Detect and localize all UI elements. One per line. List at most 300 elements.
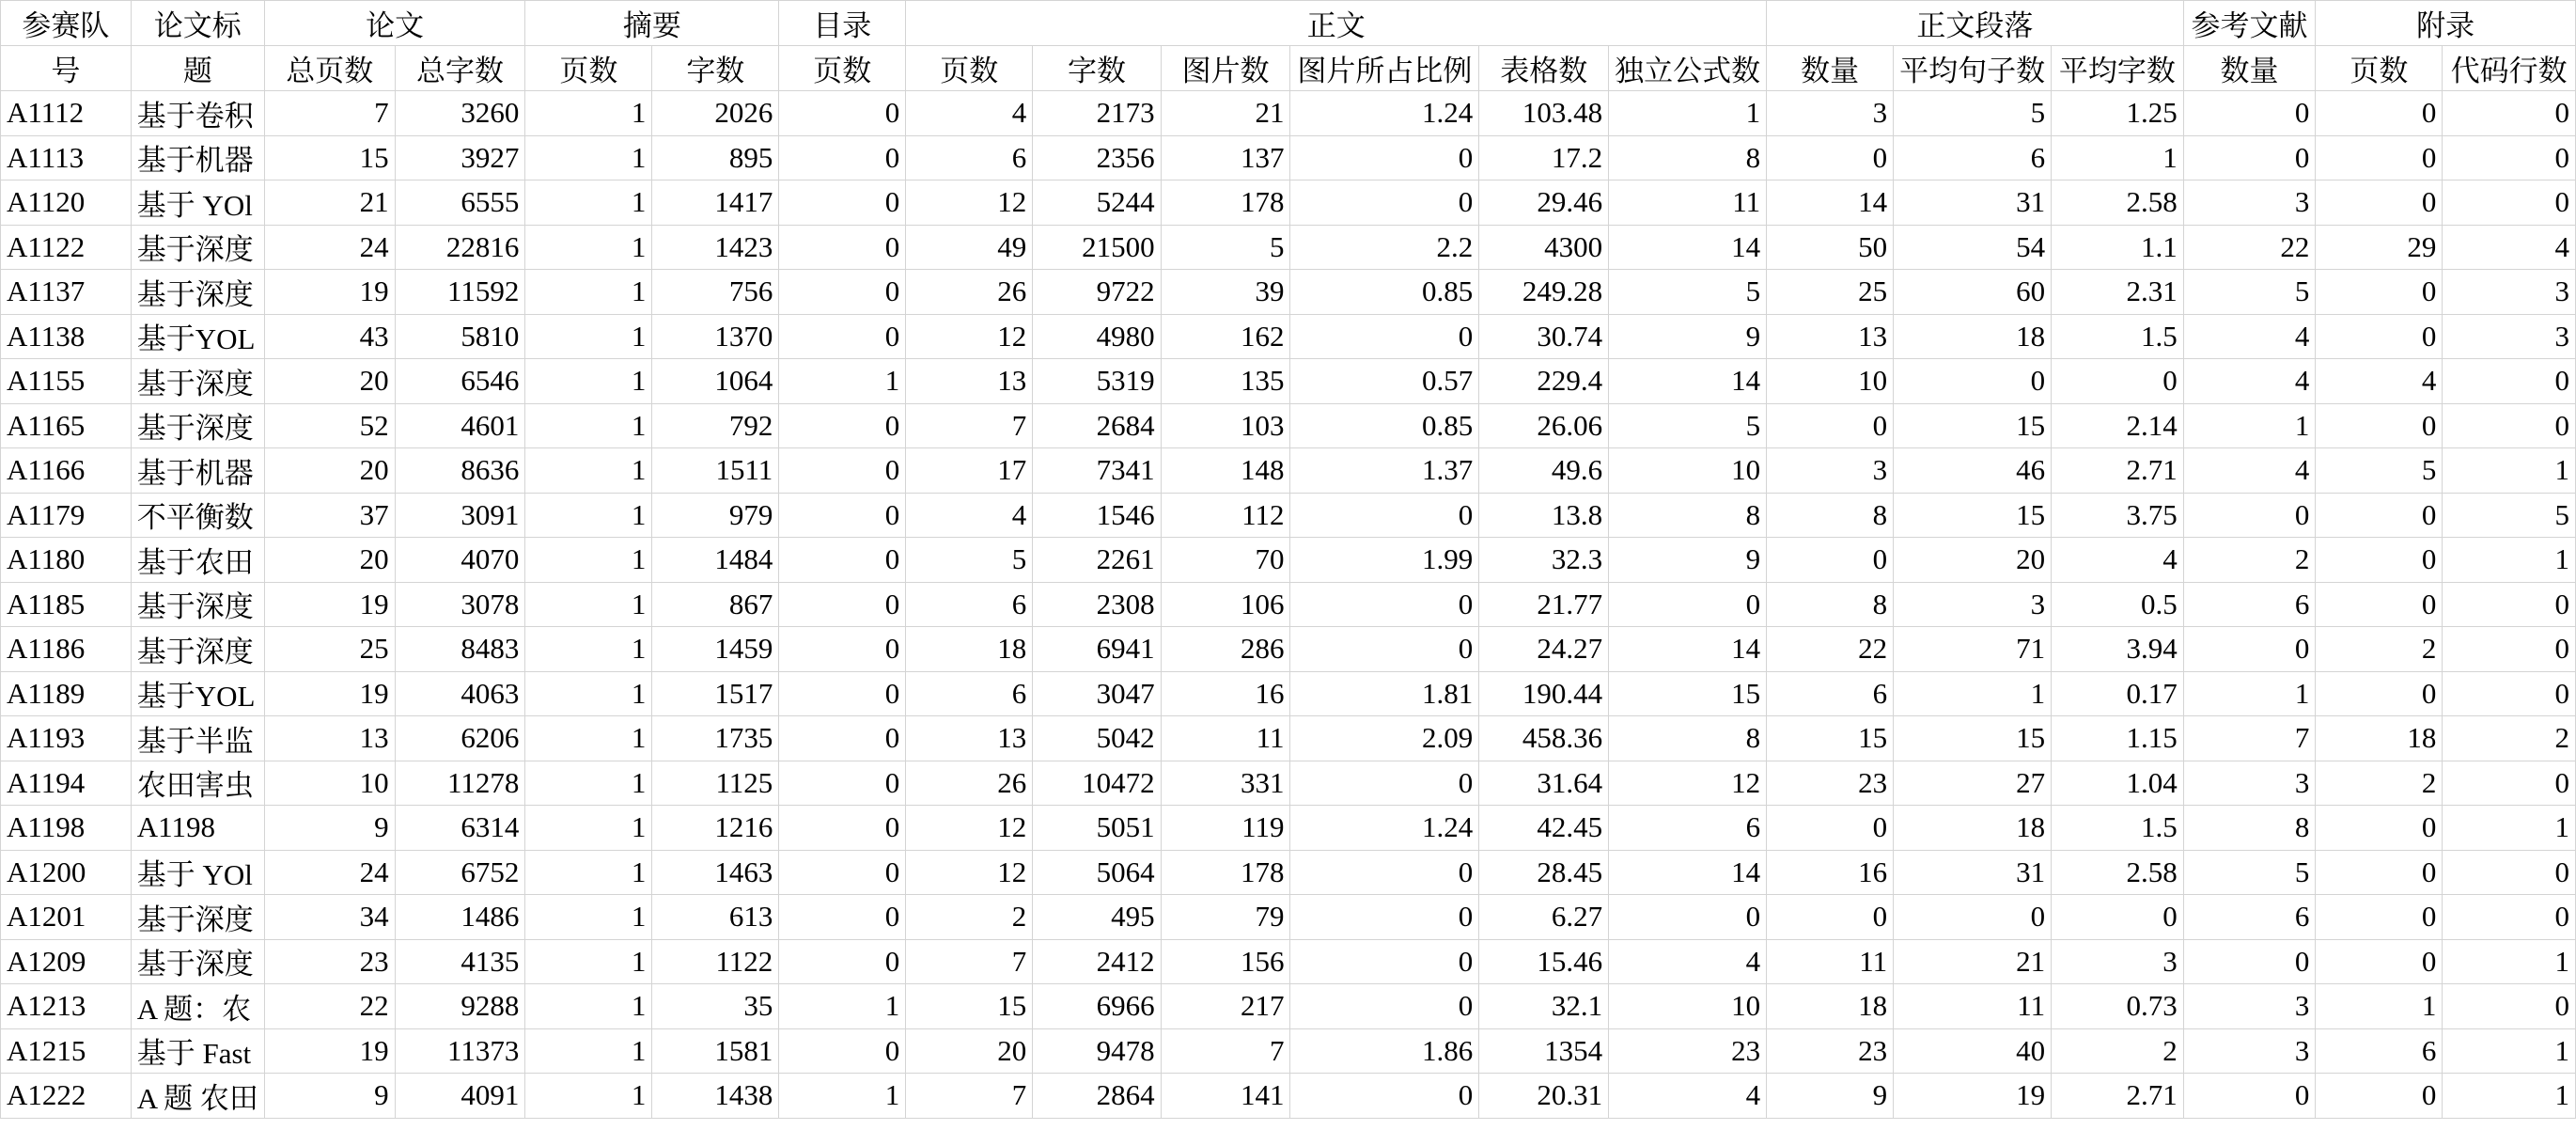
header-abstract-chars[interactable]: 字数 — [652, 46, 779, 91]
cell-appendix-code-lines[interactable]: 0 — [2443, 761, 2576, 806]
cell-team-id[interactable]: A1165 — [1, 403, 132, 448]
cell-team-id[interactable]: A1222 — [1, 1074, 132, 1119]
cell-paragraph-count[interactable]: 16 — [1767, 850, 1894, 895]
cell-body-formulas[interactable]: 8 — [1609, 493, 1767, 538]
cell-abstract-pages[interactable]: 1 — [525, 939, 652, 984]
cell-body-image-ratio[interactable]: 0 — [1290, 939, 1479, 984]
header-body-pages[interactable]: 页数 — [906, 46, 1033, 91]
cell-body-image-ratio[interactable]: 1.99 — [1290, 538, 1479, 583]
cell-total-pages[interactable]: 9 — [264, 1074, 395, 1119]
cell-body-formulas[interactable]: 6 — [1609, 806, 1767, 851]
cell-body-chars[interactable]: 2261 — [1033, 538, 1161, 583]
cell-body-formulas[interactable]: 8 — [1609, 716, 1767, 761]
cell-paper-title[interactable]: A 题 农田 — [131, 1074, 264, 1119]
cell-reference-count[interactable]: 5 — [2183, 850, 2316, 895]
cell-body-image-ratio[interactable]: 0 — [1290, 761, 1479, 806]
cell-paper-title[interactable]: 基于深度 — [131, 225, 264, 270]
header-paragraph-avg-sentences[interactable]: 平均句子数 — [1894, 46, 2052, 91]
cell-abstract-pages[interactable]: 1 — [525, 135, 652, 180]
cell-paper-title[interactable]: 基于 YOl — [131, 850, 264, 895]
cell-paragraph-avg-chars[interactable]: 2.58 — [2052, 180, 2184, 226]
cell-total-chars[interactable]: 22816 — [395, 225, 525, 270]
cell-body-tables[interactable]: 49.6 — [1479, 448, 1609, 494]
cell-appendix-pages[interactable]: 2 — [2316, 761, 2443, 806]
cell-appendix-code-lines[interactable]: 0 — [2443, 91, 2576, 136]
cell-team-id[interactable]: A1185 — [1, 582, 132, 627]
cell-paragraph-count[interactable]: 0 — [1767, 806, 1894, 851]
header-group-toc[interactable]: 目录 — [779, 1, 906, 46]
cell-paper-title[interactable]: 基于深度 — [131, 270, 264, 315]
cell-body-image-ratio[interactable]: 0 — [1290, 135, 1479, 180]
cell-body-images[interactable]: 135 — [1161, 359, 1290, 404]
header-team-id[interactable]: 参赛队 — [1, 1, 132, 46]
cell-body-formulas[interactable]: 4 — [1609, 1074, 1767, 1119]
cell-reference-count[interactable]: 22 — [2183, 225, 2316, 270]
cell-reference-count[interactable]: 0 — [2183, 939, 2316, 984]
cell-abstract-chars[interactable]: 1511 — [652, 448, 779, 494]
cell-abstract-chars[interactable]: 1370 — [652, 314, 779, 359]
cell-paragraph-count[interactable]: 8 — [1767, 582, 1894, 627]
cell-body-chars[interactable]: 6941 — [1033, 627, 1161, 672]
cell-toc-pages[interactable]: 0 — [779, 939, 906, 984]
cell-reference-count[interactable]: 4 — [2183, 359, 2316, 404]
cell-body-tables[interactable]: 21.77 — [1479, 582, 1609, 627]
cell-paper-title[interactable]: 基于深度 — [131, 939, 264, 984]
cell-body-pages[interactable]: 26 — [906, 761, 1033, 806]
cell-abstract-chars[interactable]: 1438 — [652, 1074, 779, 1119]
cell-body-tables[interactable]: 13.8 — [1479, 493, 1609, 538]
cell-abstract-pages[interactable]: 1 — [525, 270, 652, 315]
cell-appendix-code-lines[interactable]: 0 — [2443, 984, 2576, 1029]
cell-abstract-pages[interactable]: 1 — [525, 1028, 652, 1074]
cell-body-images[interactable]: 141 — [1161, 1074, 1290, 1119]
cell-body-pages[interactable]: 2 — [906, 895, 1033, 940]
header-body-formulas[interactable]: 独立公式数 — [1609, 46, 1767, 91]
header-reference-count[interactable]: 数量 — [2183, 46, 2316, 91]
cell-body-formulas[interactable]: 9 — [1609, 314, 1767, 359]
cell-body-chars[interactable]: 2173 — [1033, 91, 1161, 136]
cell-body-image-ratio[interactable]: 0 — [1290, 850, 1479, 895]
cell-toc-pages[interactable]: 1 — [779, 359, 906, 404]
cell-appendix-code-lines[interactable]: 1 — [2443, 1074, 2576, 1119]
cell-paragraph-avg-chars[interactable]: 1.25 — [2052, 91, 2184, 136]
cell-appendix-pages[interactable]: 0 — [2316, 582, 2443, 627]
cell-total-chars[interactable]: 11592 — [395, 270, 525, 315]
cell-total-chars[interactable]: 8636 — [395, 448, 525, 494]
cell-toc-pages[interactable]: 0 — [779, 538, 906, 583]
cell-paragraph-avg-chars[interactable]: 0.5 — [2052, 582, 2184, 627]
cell-total-chars[interactable]: 3091 — [395, 493, 525, 538]
cell-paragraph-count[interactable]: 23 — [1767, 761, 1894, 806]
cell-team-id[interactable]: A1215 — [1, 1028, 132, 1074]
cell-body-image-ratio[interactable]: 0 — [1290, 627, 1479, 672]
cell-body-image-ratio[interactable]: 1.24 — [1290, 806, 1479, 851]
cell-reference-count[interactable]: 5 — [2183, 270, 2316, 315]
cell-total-pages[interactable]: 24 — [264, 225, 395, 270]
cell-paragraph-avg-sentences[interactable]: 20 — [1894, 538, 2052, 583]
cell-body-image-ratio[interactable]: 0 — [1290, 984, 1479, 1029]
cell-paragraph-avg-sentences[interactable]: 0 — [1894, 895, 2052, 940]
cell-paper-title[interactable]: 基于深度 — [131, 627, 264, 672]
header-appendix-pages[interactable]: 页数 — [2316, 46, 2443, 91]
cell-body-image-ratio[interactable]: 0 — [1290, 493, 1479, 538]
cell-paper-title[interactable]: 基于半监 — [131, 716, 264, 761]
cell-paper-title[interactable]: 基于 Fast — [131, 1028, 264, 1074]
cell-reference-count[interactable]: 3 — [2183, 761, 2316, 806]
cell-appendix-pages[interactable]: 29 — [2316, 225, 2443, 270]
cell-total-pages[interactable]: 19 — [264, 270, 395, 315]
cell-body-image-ratio[interactable]: 1.86 — [1290, 1028, 1479, 1074]
cell-body-pages[interactable]: 7 — [906, 939, 1033, 984]
cell-body-image-ratio[interactable]: 0.85 — [1290, 270, 1479, 315]
cell-body-pages[interactable]: 6 — [906, 582, 1033, 627]
cell-body-chars[interactable]: 2412 — [1033, 939, 1161, 984]
cell-paragraph-avg-sentences[interactable]: 15 — [1894, 716, 2052, 761]
cell-paragraph-avg-chars[interactable]: 1.5 — [2052, 314, 2184, 359]
cell-body-image-ratio[interactable]: 1.37 — [1290, 448, 1479, 494]
header-body-image-ratio[interactable]: 图片所占比例 — [1290, 46, 1479, 91]
cell-appendix-pages[interactable]: 0 — [2316, 538, 2443, 583]
cell-body-pages[interactable]: 26 — [906, 270, 1033, 315]
cell-total-chars[interactable]: 9288 — [395, 984, 525, 1029]
cell-paragraph-count[interactable]: 18 — [1767, 984, 1894, 1029]
cell-team-id[interactable]: A1198 — [1, 806, 132, 851]
header-group-body[interactable]: 正文 — [906, 1, 1767, 46]
cell-total-pages[interactable]: 7 — [264, 91, 395, 136]
cell-body-formulas[interactable]: 10 — [1609, 984, 1767, 1029]
cell-reference-count[interactable]: 0 — [2183, 135, 2316, 180]
cell-body-formulas[interactable]: 9 — [1609, 538, 1767, 583]
cell-paper-title[interactable]: 基于深度 — [131, 582, 264, 627]
cell-reference-count[interactable]: 7 — [2183, 716, 2316, 761]
cell-appendix-pages[interactable]: 0 — [2316, 135, 2443, 180]
cell-paragraph-count[interactable]: 6 — [1767, 671, 1894, 716]
cell-body-tables[interactable]: 1354 — [1479, 1028, 1609, 1074]
cell-appendix-pages[interactable]: 0 — [2316, 939, 2443, 984]
cell-reference-count[interactable]: 0 — [2183, 493, 2316, 538]
cell-toc-pages[interactable]: 0 — [779, 895, 906, 940]
cell-team-id[interactable]: A1194 — [1, 761, 132, 806]
cell-body-images[interactable]: 70 — [1161, 538, 1290, 583]
cell-appendix-code-lines[interactable]: 1 — [2443, 806, 2576, 851]
cell-body-chars[interactable]: 5244 — [1033, 180, 1161, 226]
cell-total-pages[interactable]: 20 — [264, 359, 395, 404]
cell-team-id[interactable]: A1122 — [1, 225, 132, 270]
cell-appendix-code-lines[interactable]: 5 — [2443, 493, 2576, 538]
cell-body-images[interactable]: 217 — [1161, 984, 1290, 1029]
cell-abstract-pages[interactable]: 1 — [525, 895, 652, 940]
cell-appendix-code-lines[interactable]: 1 — [2443, 538, 2576, 583]
cell-paragraph-avg-sentences[interactable]: 18 — [1894, 806, 2052, 851]
cell-toc-pages[interactable]: 0 — [779, 582, 906, 627]
cell-body-images[interactable]: 11 — [1161, 716, 1290, 761]
cell-paragraph-avg-sentences[interactable]: 0 — [1894, 359, 2052, 404]
cell-paper-title[interactable]: A 题：农 — [131, 984, 264, 1029]
cell-team-id[interactable]: A1179 — [1, 493, 132, 538]
header-paragraph-count[interactable]: 数量 — [1767, 46, 1894, 91]
cell-body-images[interactable]: 7 — [1161, 1028, 1290, 1074]
cell-appendix-code-lines[interactable]: 0 — [2443, 135, 2576, 180]
cell-team-id[interactable]: A1120 — [1, 180, 132, 226]
cell-abstract-chars[interactable]: 867 — [652, 582, 779, 627]
cell-paragraph-avg-sentences[interactable]: 40 — [1894, 1028, 2052, 1074]
cell-paragraph-avg-sentences[interactable]: 5 — [1894, 91, 2052, 136]
header-body-tables[interactable]: 表格数 — [1479, 46, 1609, 91]
cell-paper-title[interactable]: A1198 — [131, 806, 264, 851]
cell-total-pages[interactable]: 19 — [264, 1028, 395, 1074]
cell-body-chars[interactable]: 495 — [1033, 895, 1161, 940]
cell-appendix-code-lines[interactable]: 0 — [2443, 850, 2576, 895]
cell-body-images[interactable]: 106 — [1161, 582, 1290, 627]
cell-appendix-pages[interactable]: 2 — [2316, 627, 2443, 672]
cell-paragraph-avg-sentences[interactable]: 3 — [1894, 582, 2052, 627]
cell-body-images[interactable]: 178 — [1161, 180, 1290, 226]
cell-body-tables[interactable]: 28.45 — [1479, 850, 1609, 895]
cell-toc-pages[interactable]: 0 — [779, 850, 906, 895]
cell-total-pages[interactable]: 15 — [264, 135, 395, 180]
cell-appendix-pages[interactable]: 0 — [2316, 806, 2443, 851]
header-group-references[interactable]: 参考文献 — [2183, 1, 2316, 46]
cell-paragraph-avg-chars[interactable]: 2.71 — [2052, 1074, 2184, 1119]
cell-body-formulas[interactable]: 12 — [1609, 761, 1767, 806]
cell-total-chars[interactable]: 1486 — [395, 895, 525, 940]
cell-body-formulas[interactable]: 0 — [1609, 582, 1767, 627]
header-group-paper[interactable]: 论文 — [264, 1, 524, 46]
cell-paragraph-avg-chars[interactable]: 0.17 — [2052, 671, 2184, 716]
cell-abstract-pages[interactable]: 1 — [525, 761, 652, 806]
cell-abstract-pages[interactable]: 1 — [525, 538, 652, 583]
cell-appendix-pages[interactable]: 0 — [2316, 314, 2443, 359]
cell-body-pages[interactable]: 49 — [906, 225, 1033, 270]
cell-body-formulas[interactable]: 10 — [1609, 448, 1767, 494]
cell-toc-pages[interactable]: 0 — [779, 761, 906, 806]
cell-toc-pages[interactable]: 0 — [779, 403, 906, 448]
cell-toc-pages[interactable]: 0 — [779, 314, 906, 359]
cell-paragraph-avg-chars[interactable]: 2.14 — [2052, 403, 2184, 448]
cell-team-id[interactable]: A1213 — [1, 984, 132, 1029]
cell-abstract-pages[interactable]: 1 — [525, 403, 652, 448]
cell-paragraph-count[interactable]: 9 — [1767, 1074, 1894, 1119]
cell-abstract-pages[interactable]: 1 — [525, 493, 652, 538]
cell-paragraph-avg-chars[interactable]: 2.71 — [2052, 448, 2184, 494]
cell-body-pages[interactable]: 12 — [906, 314, 1033, 359]
cell-total-chars[interactable]: 3927 — [395, 135, 525, 180]
cell-abstract-chars[interactable]: 792 — [652, 403, 779, 448]
cell-body-image-ratio[interactable]: 0 — [1290, 582, 1479, 627]
cell-total-chars[interactable]: 6546 — [395, 359, 525, 404]
cell-reference-count[interactable]: 2 — [2183, 538, 2316, 583]
cell-total-chars[interactable]: 6752 — [395, 850, 525, 895]
cell-total-pages[interactable]: 23 — [264, 939, 395, 984]
cell-body-chars[interactable]: 5319 — [1033, 359, 1161, 404]
cell-body-images[interactable]: 286 — [1161, 627, 1290, 672]
cell-body-tables[interactable]: 249.28 — [1479, 270, 1609, 315]
cell-body-chars[interactable]: 3047 — [1033, 671, 1161, 716]
cell-abstract-chars[interactable]: 2026 — [652, 91, 779, 136]
cell-paragraph-count[interactable]: 3 — [1767, 91, 1894, 136]
cell-total-pages[interactable]: 19 — [264, 582, 395, 627]
cell-team-id[interactable]: A1137 — [1, 270, 132, 315]
header-paragraph-avg-chars[interactable]: 平均字数 — [2052, 46, 2184, 91]
cell-body-image-ratio[interactable]: 1.24 — [1290, 91, 1479, 136]
cell-total-chars[interactable]: 6555 — [395, 180, 525, 226]
cell-body-chars[interactable]: 4980 — [1033, 314, 1161, 359]
cell-body-formulas[interactable]: 11 — [1609, 180, 1767, 226]
cell-paragraph-avg-chars[interactable]: 1.15 — [2052, 716, 2184, 761]
cell-reference-count[interactable]: 8 — [2183, 806, 2316, 851]
cell-body-chars[interactable]: 6966 — [1033, 984, 1161, 1029]
cell-paragraph-count[interactable]: 0 — [1767, 135, 1894, 180]
cell-paper-title[interactable]: 基于深度 — [131, 359, 264, 404]
cell-abstract-chars[interactable]: 613 — [652, 895, 779, 940]
cell-appendix-code-lines[interactable]: 0 — [2443, 582, 2576, 627]
cell-total-pages[interactable]: 34 — [264, 895, 395, 940]
cell-paragraph-count[interactable]: 15 — [1767, 716, 1894, 761]
cell-paragraph-count[interactable]: 3 — [1767, 448, 1894, 494]
cell-body-tables[interactable]: 31.64 — [1479, 761, 1609, 806]
cell-abstract-pages[interactable]: 1 — [525, 448, 652, 494]
cell-body-tables[interactable]: 32.1 — [1479, 984, 1609, 1029]
cell-body-images[interactable]: 5 — [1161, 225, 1290, 270]
cell-abstract-pages[interactable]: 1 — [525, 627, 652, 672]
cell-abstract-pages[interactable]: 1 — [525, 314, 652, 359]
cell-body-pages[interactable]: 13 — [906, 716, 1033, 761]
cell-body-tables[interactable]: 4300 — [1479, 225, 1609, 270]
cell-total-pages[interactable]: 43 — [264, 314, 395, 359]
cell-body-pages[interactable]: 12 — [906, 850, 1033, 895]
cell-abstract-chars[interactable]: 35 — [652, 984, 779, 1029]
cell-total-pages[interactable]: 10 — [264, 761, 395, 806]
cell-appendix-code-lines[interactable]: 1 — [2443, 1028, 2576, 1074]
header-paper-title-cont[interactable]: 题 — [131, 46, 264, 91]
cell-toc-pages[interactable]: 0 — [779, 716, 906, 761]
cell-body-image-ratio[interactable]: 0.85 — [1290, 403, 1479, 448]
cell-toc-pages[interactable]: 0 — [779, 448, 906, 494]
cell-paragraph-avg-chars[interactable]: 0 — [2052, 359, 2184, 404]
cell-total-pages[interactable]: 52 — [264, 403, 395, 448]
cell-team-id[interactable]: A1186 — [1, 627, 132, 672]
cell-total-chars[interactable]: 4601 — [395, 403, 525, 448]
cell-paragraph-avg-chars[interactable]: 3.94 — [2052, 627, 2184, 672]
header-body-chars[interactable]: 字数 — [1033, 46, 1161, 91]
cell-paragraph-avg-sentences[interactable]: 21 — [1894, 939, 2052, 984]
cell-body-pages[interactable]: 7 — [906, 1074, 1033, 1119]
cell-body-images[interactable]: 156 — [1161, 939, 1290, 984]
cell-appendix-code-lines[interactable]: 3 — [2443, 314, 2576, 359]
cell-paragraph-avg-sentences[interactable]: 31 — [1894, 850, 2052, 895]
cell-toc-pages[interactable]: 0 — [779, 135, 906, 180]
cell-reference-count[interactable]: 6 — [2183, 895, 2316, 940]
cell-body-images[interactable]: 162 — [1161, 314, 1290, 359]
header-paper-total-pages[interactable]: 总页数 — [264, 46, 395, 91]
cell-body-chars[interactable]: 5042 — [1033, 716, 1161, 761]
cell-abstract-chars[interactable]: 1484 — [652, 538, 779, 583]
cell-abstract-pages[interactable]: 1 — [525, 806, 652, 851]
cell-body-tables[interactable]: 29.46 — [1479, 180, 1609, 226]
cell-appendix-pages[interactable]: 5 — [2316, 448, 2443, 494]
cell-appendix-code-lines[interactable]: 3 — [2443, 270, 2576, 315]
header-paper-title[interactable]: 论文标 — [131, 1, 264, 46]
cell-abstract-chars[interactable]: 895 — [652, 135, 779, 180]
cell-body-pages[interactable]: 4 — [906, 493, 1033, 538]
header-body-images[interactable]: 图片数 — [1161, 46, 1290, 91]
header-group-paragraphs[interactable]: 正文段落 — [1767, 1, 2184, 46]
cell-paragraph-avg-chars[interactable]: 0.73 — [2052, 984, 2184, 1029]
cell-appendix-pages[interactable]: 0 — [2316, 270, 2443, 315]
cell-body-images[interactable]: 331 — [1161, 761, 1290, 806]
cell-body-pages[interactable]: 4 — [906, 91, 1033, 136]
cell-paragraph-avg-chars[interactable]: 4 — [2052, 538, 2184, 583]
cell-body-chars[interactable]: 5064 — [1033, 850, 1161, 895]
cell-body-tables[interactable]: 229.4 — [1479, 359, 1609, 404]
cell-body-images[interactable]: 148 — [1161, 448, 1290, 494]
cell-abstract-chars[interactable]: 756 — [652, 270, 779, 315]
cell-body-formulas[interactable]: 1 — [1609, 91, 1767, 136]
cell-reference-count[interactable]: 1 — [2183, 671, 2316, 716]
cell-paper-title[interactable]: 基于机器 — [131, 448, 264, 494]
cell-total-pages[interactable]: 9 — [264, 806, 395, 851]
cell-body-image-ratio[interactable]: 2.09 — [1290, 716, 1479, 761]
cell-total-chars[interactable]: 4091 — [395, 1074, 525, 1119]
cell-abstract-chars[interactable]: 1735 — [652, 716, 779, 761]
cell-body-tables[interactable]: 17.2 — [1479, 135, 1609, 180]
cell-toc-pages[interactable]: 1 — [779, 1074, 906, 1119]
cell-abstract-pages[interactable]: 1 — [525, 716, 652, 761]
cell-paragraph-count[interactable]: 25 — [1767, 270, 1894, 315]
cell-paragraph-count[interactable]: 13 — [1767, 314, 1894, 359]
cell-paragraph-avg-chars[interactable]: 3 — [2052, 939, 2184, 984]
cell-appendix-code-lines[interactable]: 0 — [2443, 895, 2576, 940]
cell-toc-pages[interactable]: 0 — [779, 270, 906, 315]
cell-team-id[interactable]: A1193 — [1, 716, 132, 761]
cell-body-pages[interactable]: 6 — [906, 135, 1033, 180]
cell-paragraph-avg-chars[interactable]: 2 — [2052, 1028, 2184, 1074]
cell-body-formulas[interactable]: 14 — [1609, 627, 1767, 672]
cell-abstract-chars[interactable]: 1122 — [652, 939, 779, 984]
cell-abstract-chars[interactable]: 1581 — [652, 1028, 779, 1074]
cell-abstract-pages[interactable]: 1 — [525, 671, 652, 716]
cell-body-tables[interactable]: 190.44 — [1479, 671, 1609, 716]
cell-body-tables[interactable]: 6.27 — [1479, 895, 1609, 940]
cell-abstract-pages[interactable]: 1 — [525, 225, 652, 270]
cell-body-pages[interactable]: 17 — [906, 448, 1033, 494]
cell-total-pages[interactable]: 21 — [264, 180, 395, 226]
cell-body-pages[interactable]: 6 — [906, 671, 1033, 716]
cell-total-pages[interactable]: 13 — [264, 716, 395, 761]
cell-appendix-pages[interactable]: 0 — [2316, 180, 2443, 226]
cell-appendix-code-lines[interactable]: 1 — [2443, 448, 2576, 494]
cell-paragraph-avg-sentences[interactable]: 15 — [1894, 403, 2052, 448]
cell-paragraph-avg-sentences[interactable]: 31 — [1894, 180, 2052, 226]
cell-appendix-code-lines[interactable]: 1 — [2443, 939, 2576, 984]
cell-total-chars[interactable]: 6206 — [395, 716, 525, 761]
cell-appendix-pages[interactable]: 0 — [2316, 493, 2443, 538]
cell-body-chars[interactable]: 2308 — [1033, 582, 1161, 627]
cell-paragraph-avg-chars[interactable]: 1 — [2052, 135, 2184, 180]
cell-body-images[interactable]: 119 — [1161, 806, 1290, 851]
cell-body-tables[interactable]: 24.27 — [1479, 627, 1609, 672]
cell-paper-title[interactable]: 基于深度 — [131, 895, 264, 940]
cell-appendix-pages[interactable]: 0 — [2316, 850, 2443, 895]
cell-paragraph-avg-sentences[interactable]: 6 — [1894, 135, 2052, 180]
cell-appendix-code-lines[interactable]: 2 — [2443, 716, 2576, 761]
cell-body-tables[interactable]: 32.3 — [1479, 538, 1609, 583]
cell-body-image-ratio[interactable]: 2.2 — [1290, 225, 1479, 270]
cell-body-tables[interactable]: 20.31 — [1479, 1074, 1609, 1119]
cell-body-pages[interactable]: 12 — [906, 806, 1033, 851]
cell-body-images[interactable]: 21 — [1161, 91, 1290, 136]
cell-body-tables[interactable]: 458.36 — [1479, 716, 1609, 761]
